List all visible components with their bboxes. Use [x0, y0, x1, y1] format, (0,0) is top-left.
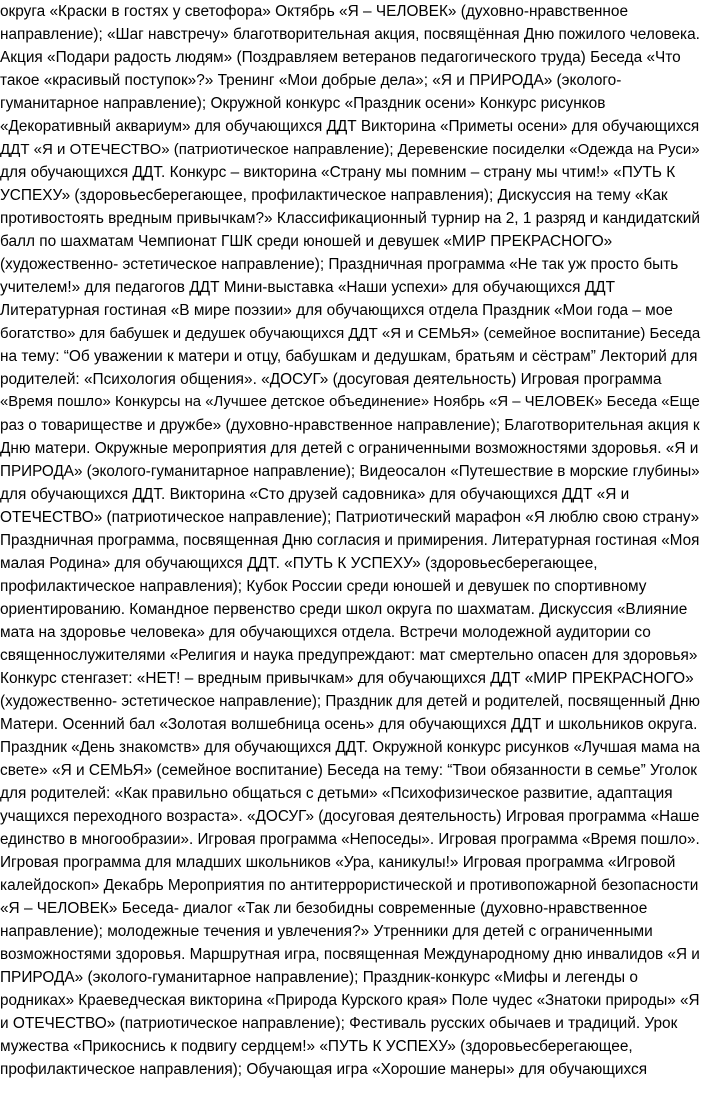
text-line: Праздничная программа, посвященная Дню согласия и примирения. Литературная гостиная «Моя	[0, 532, 700, 549]
text-line: ПРИРОДА» (эколого-гуманитарное направление); Праздник-конкурс «Мифы и легенды о	[0, 969, 638, 986]
text-line: ориентированию. Командное первенство среди школ округа по шахматам. Дискуссия «Влияние	[0, 601, 688, 618]
text-line: округа «Краски в гостях у светофора» Октябрь «Я – ЧЕЛОВЕК» (духовно-нравственное	[0, 3, 629, 20]
text-line: учащихся переходного возраста». «ДОСУГ» (досуговая деятельность) Игровая программа «Наше	[0, 808, 700, 825]
text-line: калейдоскоп» Декабрь Мероприятия по антитеррористической и противопожарной безопасности	[0, 877, 699, 894]
text-line: Матери. Осенний бал «Золотая волшебница осень» для обучающихся ДДТ и школьников округа.	[0, 716, 698, 733]
text-line: гуманитарное направление); Окружной конкурс «Праздник осени» Конкурс рисунков	[0, 95, 606, 112]
text-line: единство в многообразии». Игровая программа «Непоседы». Игровая программа «Время пошло».	[0, 831, 700, 848]
text-line: мужества «Прикоснись к подвигу сердцем!» «ПУТЬ К УСПЕХУ» (здоровьесберегающее,	[0, 1038, 633, 1055]
text-line: «Время пошло» Конкурсы на «Лучшее детское объединение» Ноябрь «Я – ЧЕЛОВЕК» Беседа «Еще	[0, 394, 700, 410]
text-line: Акция «Подари радость людям» (Поздравляем ветеранов педагогического труда) Беседа «Что	[0, 49, 681, 66]
text-line: ДДТ «Я и ОТЕЧЕСТВО» (патриотическое направление); Деревенские посиделки «Одежда на Руси»	[0, 141, 700, 158]
text-line: для родителей: «Как правильно общаться с детьми» «Психофизическое развитие, адаптация	[0, 785, 673, 802]
text-line: такое «красивый поступок»?» Тренинг «Мои добрые дела»; «Я и ПРИРОДА» (эколого-	[0, 72, 622, 89]
text-line: учителем!» для педагогов ДДТ Мини-выставка «Наши успехи» для обучающихся ДДТ	[0, 279, 615, 296]
text-line: ОТЕЧЕСТВО» (патриотическое направление); Патриотический марафон «Я люблю свою страну»	[0, 509, 700, 526]
text-line: противостоять вредным привычкам?» Классификационный турнир на 2, 1 разряд и кандидатский	[0, 210, 700, 227]
text-line: УСПЕХУ» (здоровьесберегающее, профилактическое направления); Дискуссия на тему «Как	[0, 187, 668, 204]
text-line: возможностями здоровья. Маршрутная игра, посвященная Международному дню инвалидов «Я и	[0, 946, 700, 963]
text-line: для обучающихся ДДТ. Викторина «Сто друзей садовника» для обучающихся ДДТ «Я и	[0, 486, 630, 503]
text-line: «Декоративный аквариум» для обучающихся ДДТ Викторина «Приметы осени» для обучающихся	[0, 118, 700, 135]
text-line: и ОТЕЧЕСТВО» (патриотическое направление); Фестиваль русских обычаев и традиций. Урок	[0, 1015, 678, 1032]
text-line: «Я – ЧЕЛОВЕК» Беседа- диалог «Так ли безобидны современные (духовно-нравственное	[0, 900, 648, 917]
text-line: свете» «Я и СЕМЬЯ» (семейное воспитание) Беседа на тему: “Твои обязанности в семье” Уголок	[0, 762, 698, 779]
text-line: мата на здоровье человека» для обучающихся отдела. Встречи молодежной аудитории со	[0, 624, 651, 641]
text-line: богатство» для бабушек и дедушек обучающихся ДДТ «Я и СЕМЬЯ» (семейное воспитание) Беседа	[0, 325, 701, 342]
text-line: балл по шахматам Чемпионат ГШК среди юношей и девушек «МИР ПРЕКРАСНОГО»	[0, 233, 613, 250]
text-line: направление); молодежные течения и увлечения?» Утренники для детей с ограниченными	[0, 923, 653, 940]
text-line: профилактическое направления); Кубок России среди юношей и девушек по спортивному	[0, 578, 647, 595]
text-line: (художественно- эстетическое направление); Праздничная программа «Не так уж просто быть	[0, 256, 679, 273]
text-line: Конкурс стенгазет: «НЕТ! – вредным привычкам» для обучающихся ДДТ «МИР ПРЕКРАСНОГО»	[0, 670, 694, 687]
text-line: Литературная гостиная «В мире поэзии» для обучающихся отдела Праздник «Мои года – мое	[0, 302, 673, 319]
text-line: для обучающихся ДДТ. Конкурс – викторина «Страну мы помним – страну мы чтим!» «ПУТЬ К	[0, 164, 676, 181]
text-line: родниках» Краеведческая викторина «Природа Курского края» Поле чудес «Знатоки природы» «Я	[0, 992, 700, 1009]
text-line: профилактическое направления); Обучающая игра «Хорошие манеры» для обучающихся	[0, 1061, 648, 1078]
text-line: раз о товариществе и дружбе» (духовно-нравственное направление); Благотворительная акция к	[0, 417, 700, 434]
text-line: малая Родина» для обучающихся ДДТ. «ПУТЬ К УСПЕХУ» (здоровьесберегающее,	[0, 555, 598, 572]
text-line: ПРИРОДА» (эколого-гуманитарное направление); Видеосалон «Путешествие в морские глубины»	[0, 463, 700, 480]
text-line: на тему: “Об уважении к матери и отцу, бабушкам и дедушкам, братьям и сёстрам” Лекторий для	[0, 348, 698, 365]
text-line: священнослужителями «Религия и наука предупреждают: мат смертельно опасен для здоровья»	[0, 647, 698, 664]
text-line: Праздник «День знакомств» для обучающихся ДДТ. Окружной конкурс рисунков «Лучшая мама на	[0, 739, 700, 756]
text-line: (художественно- эстетическое направление); Праздник для детей и родителей, посвященный Дню	[0, 693, 700, 710]
text-line: направление); «Шаг навстречу» благотворительная акция, посвящённая Дню пожилого человека.	[0, 26, 700, 43]
text-line: Игровая программа для младших школьников «Ура, каникулы!» Игровая программа «Игровой	[0, 854, 676, 871]
text-line: родителей: «Психология общения». «ДОСУГ» (досуговая деятельность) Игровая программа	[0, 371, 662, 388]
text-line: Дню матери. Окружные мероприятия для детей с ограниченными возможностями здоровья. «Я и	[0, 440, 699, 457]
